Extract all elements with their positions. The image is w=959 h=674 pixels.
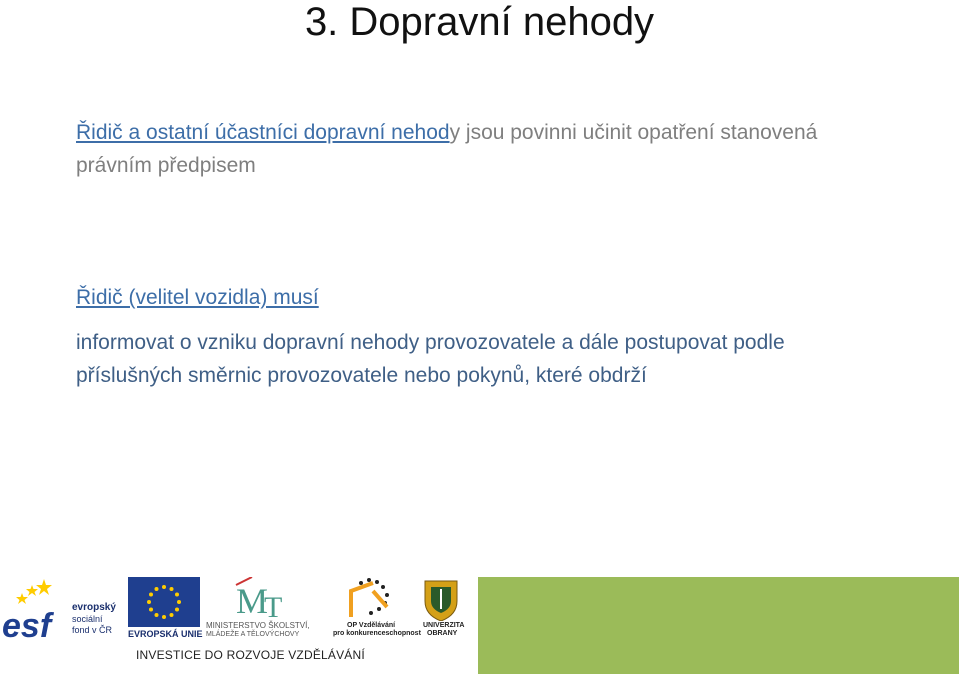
paragraph-driver-duties: informovat o vzniku dopravní nehody provozovatele a dále postupovat podle příslušných směrnic provozovatele nebo pokynů, které obdrží <box>76 331 785 387</box>
eu-star-icon <box>162 615 166 619</box>
eu-star-icon <box>175 608 179 612</box>
paragraph-participants <box>76 116 896 182</box>
eu-star-icon <box>149 608 153 612</box>
eu-star-icon <box>149 593 153 597</box>
participants-highlight: Řidič a ostatní účastníci dopravní nehod <box>76 121 450 144</box>
eu-star-icon <box>162 585 166 589</box>
eu-label: EVROPSKÁ UNIE <box>128 629 203 639</box>
svg-text:esf: esf <box>2 607 52 641</box>
university-crest-logo <box>421 577 465 637</box>
green-footer-bar <box>478 577 959 674</box>
esf-label-1: evropský <box>72 602 116 613</box>
slide-title: 3. Dopravní nehody <box>304 0 655 44</box>
driver-heading: Řidič (velitel vozidla) musí <box>76 286 319 309</box>
eu-star-icon <box>170 587 174 591</box>
uo-label-1: UNIVERZITA <box>423 622 465 629</box>
investice-footer-text: INVESTICE DO ROZVOJE VZDĚLÁVÁNÍ <box>136 648 365 662</box>
uo-label-2: OBRANY <box>427 630 458 637</box>
eu-star-icon <box>170 613 174 617</box>
esf-logo <box>2 577 122 641</box>
eu-star-icon <box>177 600 181 604</box>
op-label-2: pro konkurenceschopnost <box>333 630 421 637</box>
esf-label-2: sociální <box>72 614 103 624</box>
svg-text:M: M <box>236 581 269 621</box>
svg-text:T: T <box>264 591 283 621</box>
eu-star-icon <box>147 600 151 604</box>
msmt-logo <box>206 577 326 638</box>
msmt-label-2: MLÁDEŽE A TĚLOVÝCHOVY <box>206 631 300 638</box>
eu-star-icon <box>155 613 159 617</box>
esf-label-3: fond v ČR <box>72 625 113 635</box>
eu-flag-logo <box>128 577 203 639</box>
eu-star-icon <box>175 593 179 597</box>
msmt-label-1: MINISTERSTVO ŠKOLSTVÍ, <box>206 621 310 630</box>
op-label-1: OP Vzdělávání <box>347 622 396 629</box>
participants-rest: y jsou povinni učinit opatření stanovená právním předpisem <box>76 121 818 177</box>
eu-star-icon <box>155 587 159 591</box>
op-logo <box>333 577 421 637</box>
